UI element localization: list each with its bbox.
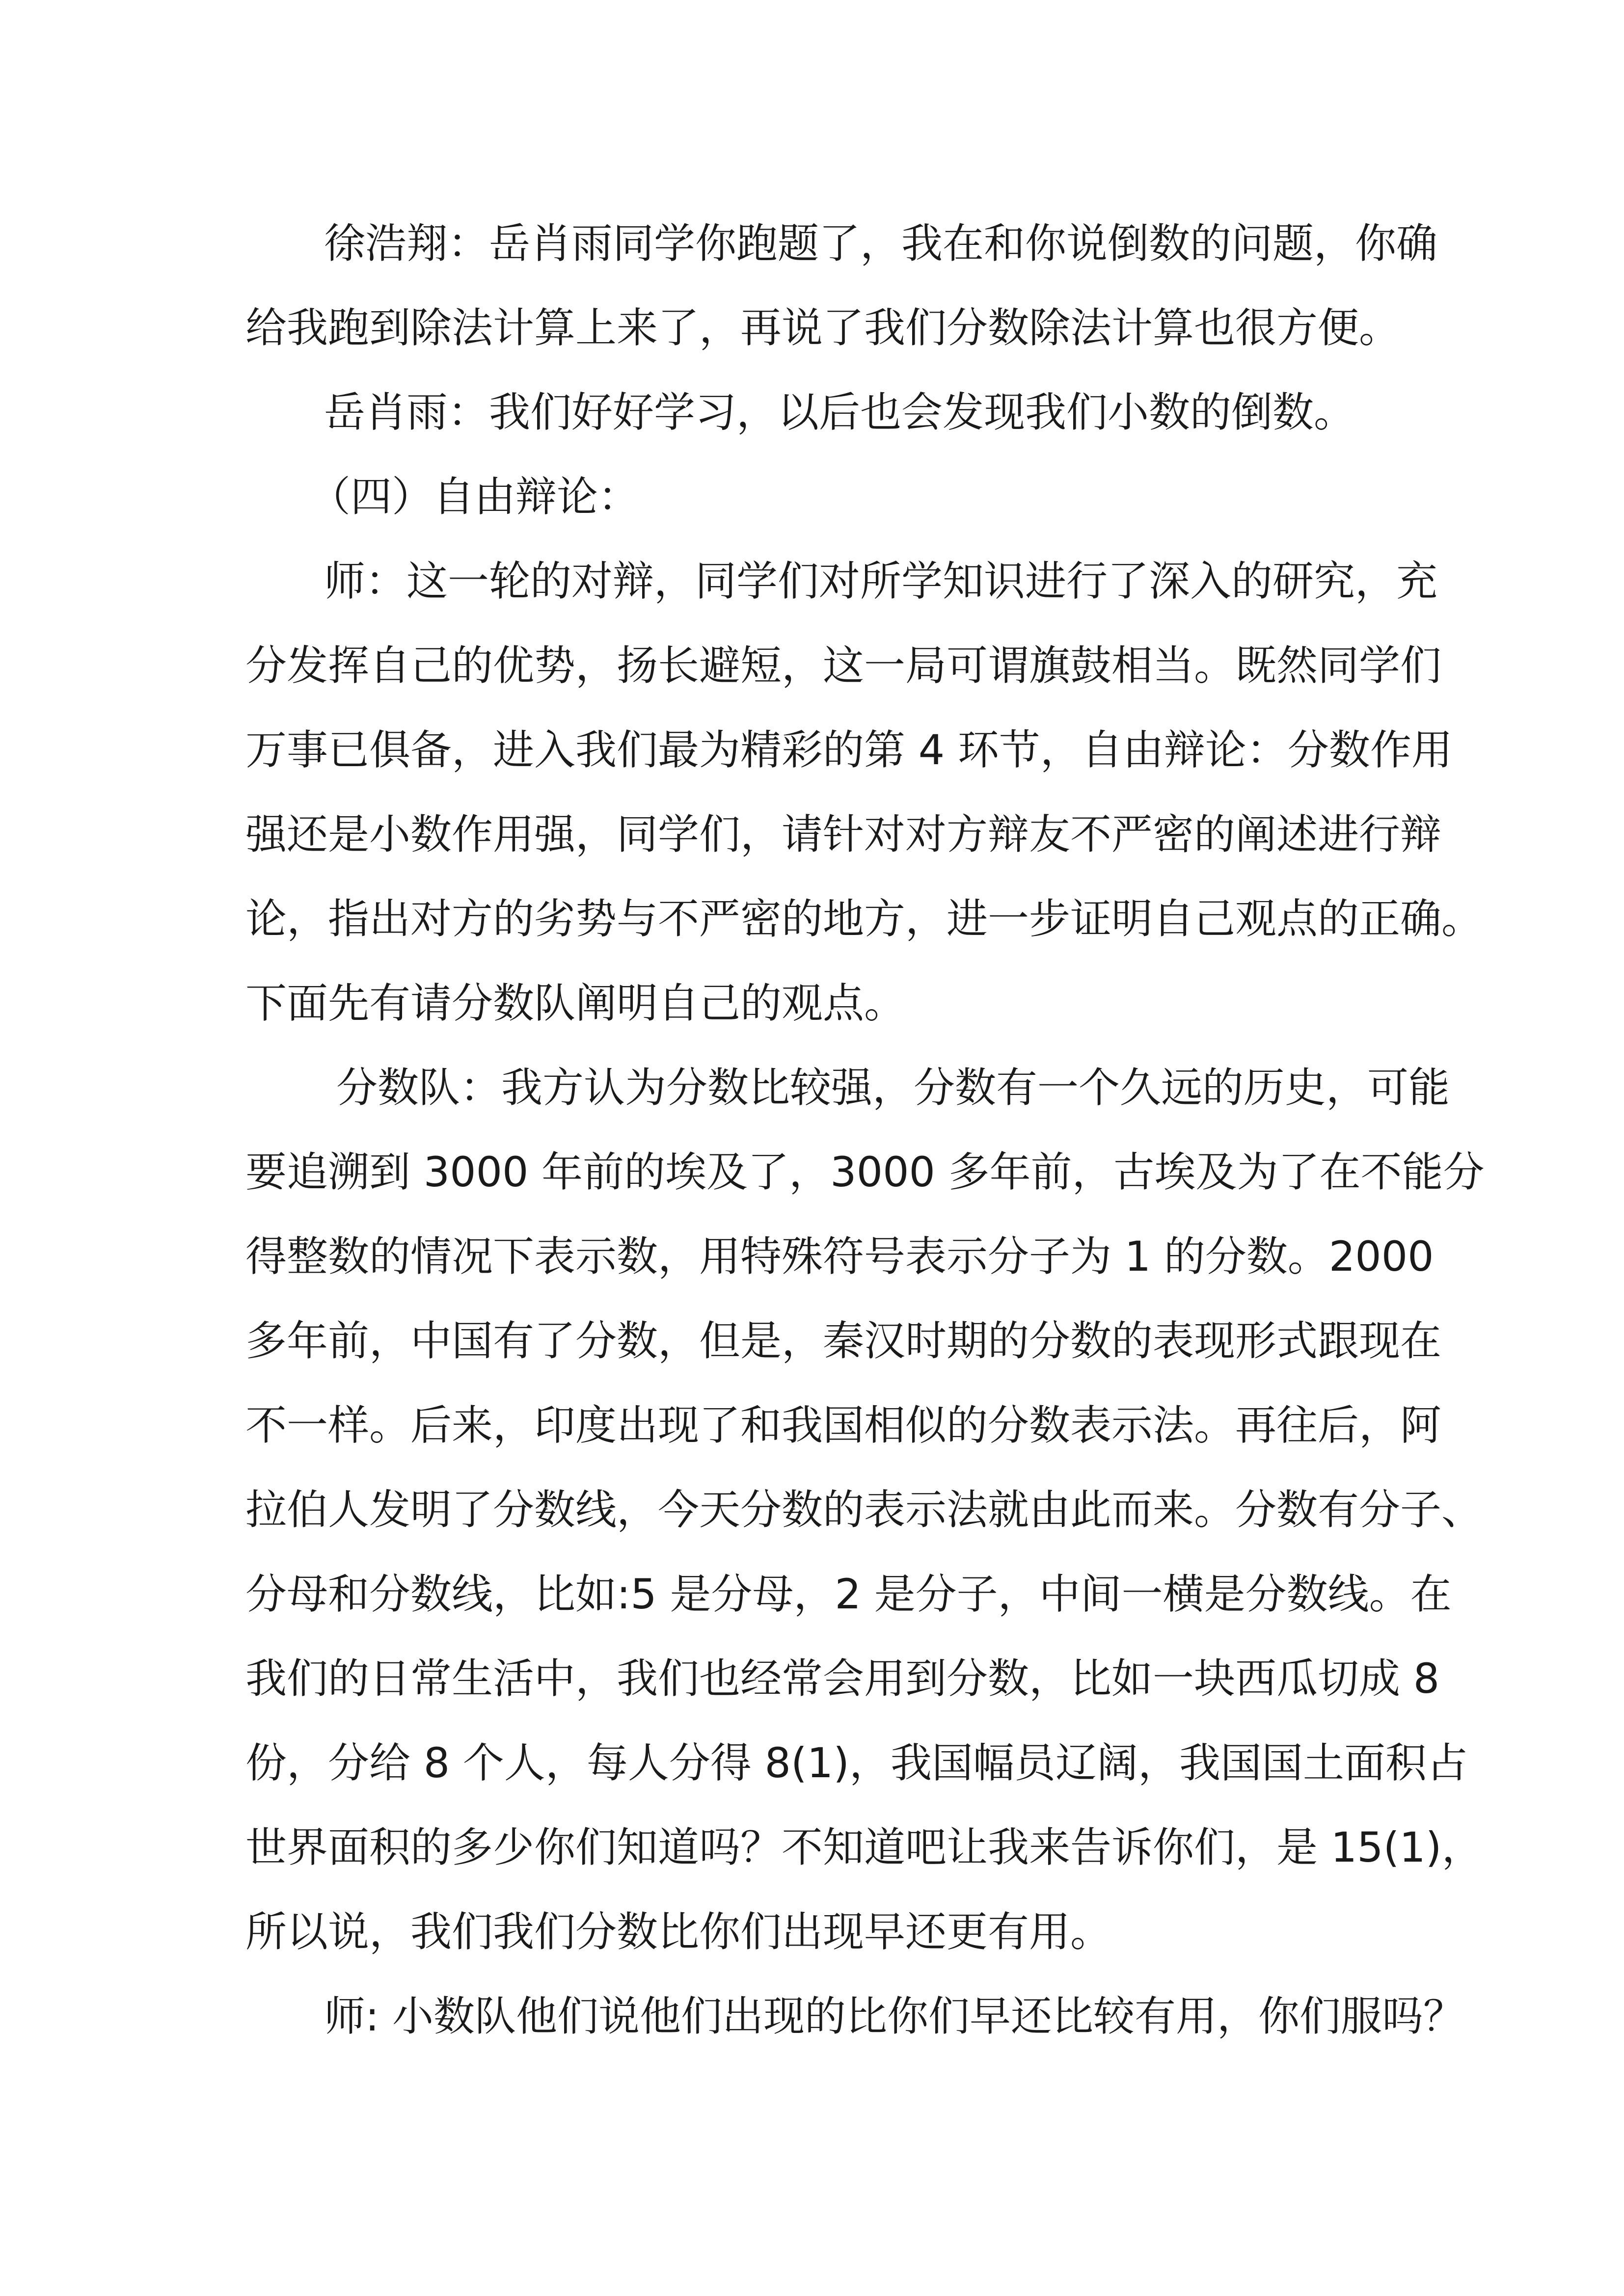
text-line: 岳肖雨：我们好好学习，以后也会发现我们小数的倒数。 xyxy=(324,388,1355,436)
text-line: 下面先有请分数队阐明自己的观点。 xyxy=(245,979,906,1027)
text-line: 所以说，我们我们分数比你们出现早还更有用。 xyxy=(245,1908,1112,1956)
text-line: 世界面积的多少你们知道吗？不知道吧让我来告诉你们，是 15(1)， xyxy=(245,1823,1483,1871)
text-line: 多年前，中国有了分数，但是，秦汉时期的分数的表现形式跟现在 xyxy=(245,1317,1442,1365)
text-line: 分数队：我方认为分数比较强，分数有一个久远的历史，可能 xyxy=(336,1064,1450,1112)
section-heading: （四）自由辩论： xyxy=(309,473,640,521)
text-line: 我们的日常生活中，我们也经常会用到分数，比如一块西瓜切成 8 xyxy=(245,1655,1440,1703)
text-line: 不一样。后来，印度出现了和我国相似的分数表示法。再往后，阿 xyxy=(245,1401,1442,1449)
text-line: 分发挥自己的优势，扬长避短，这一局可谓旗鼓相当。既然同学们 xyxy=(245,641,1442,690)
text-line: 份，分给 8 个人，每人分得 8(1)，我国幅员辽阔，我国国土面积占 xyxy=(245,1739,1468,1787)
text-line: 师：这一轮的对辩，同学们对所学知识进行了深入的研究，充 xyxy=(324,557,1438,605)
text-line: 徐浩翔：岳肖雨同学你跑题了，我在和你说倒数的问题，你确 xyxy=(324,219,1438,267)
text-line: 拉伯人发明了分数线，今天分数的表示法就由此而来。分数有分子、 xyxy=(245,1486,1483,1534)
text-line: 给我跑到除法计算上来了，再说了我们分数除法计算也很方便。 xyxy=(245,304,1401,352)
text-line: 要追溯到 3000 年前的埃及了，3000 多年前，古埃及为了在不能分 xyxy=(245,1148,1485,1196)
text-line: 得整数的情况下表示数，用特殊符号表示分子为 1 的分数。2000 xyxy=(245,1232,1434,1281)
text-line: 师: 小数队他们说他们出现的比你们早还比较有用，你们服吗？ xyxy=(324,1992,1465,2040)
text-line: 万事已俱备，进入我们最为精彩的第 4 环节，自由辩论：分数作用 xyxy=(245,726,1453,774)
text-line: 分母和分数线，比如:5 是分母，2 是分子，中间一横是分数线。在 xyxy=(245,1570,1452,1618)
text-line: 论，指出对方的劣势与不严密的地方，进一步证明自己观点的正确。 xyxy=(245,895,1483,943)
text-line: 强还是小数作用强，同学们，请针对对方辩友不严密的阐述进行辩 xyxy=(245,810,1442,858)
document-page xyxy=(245,0,1485,2296)
